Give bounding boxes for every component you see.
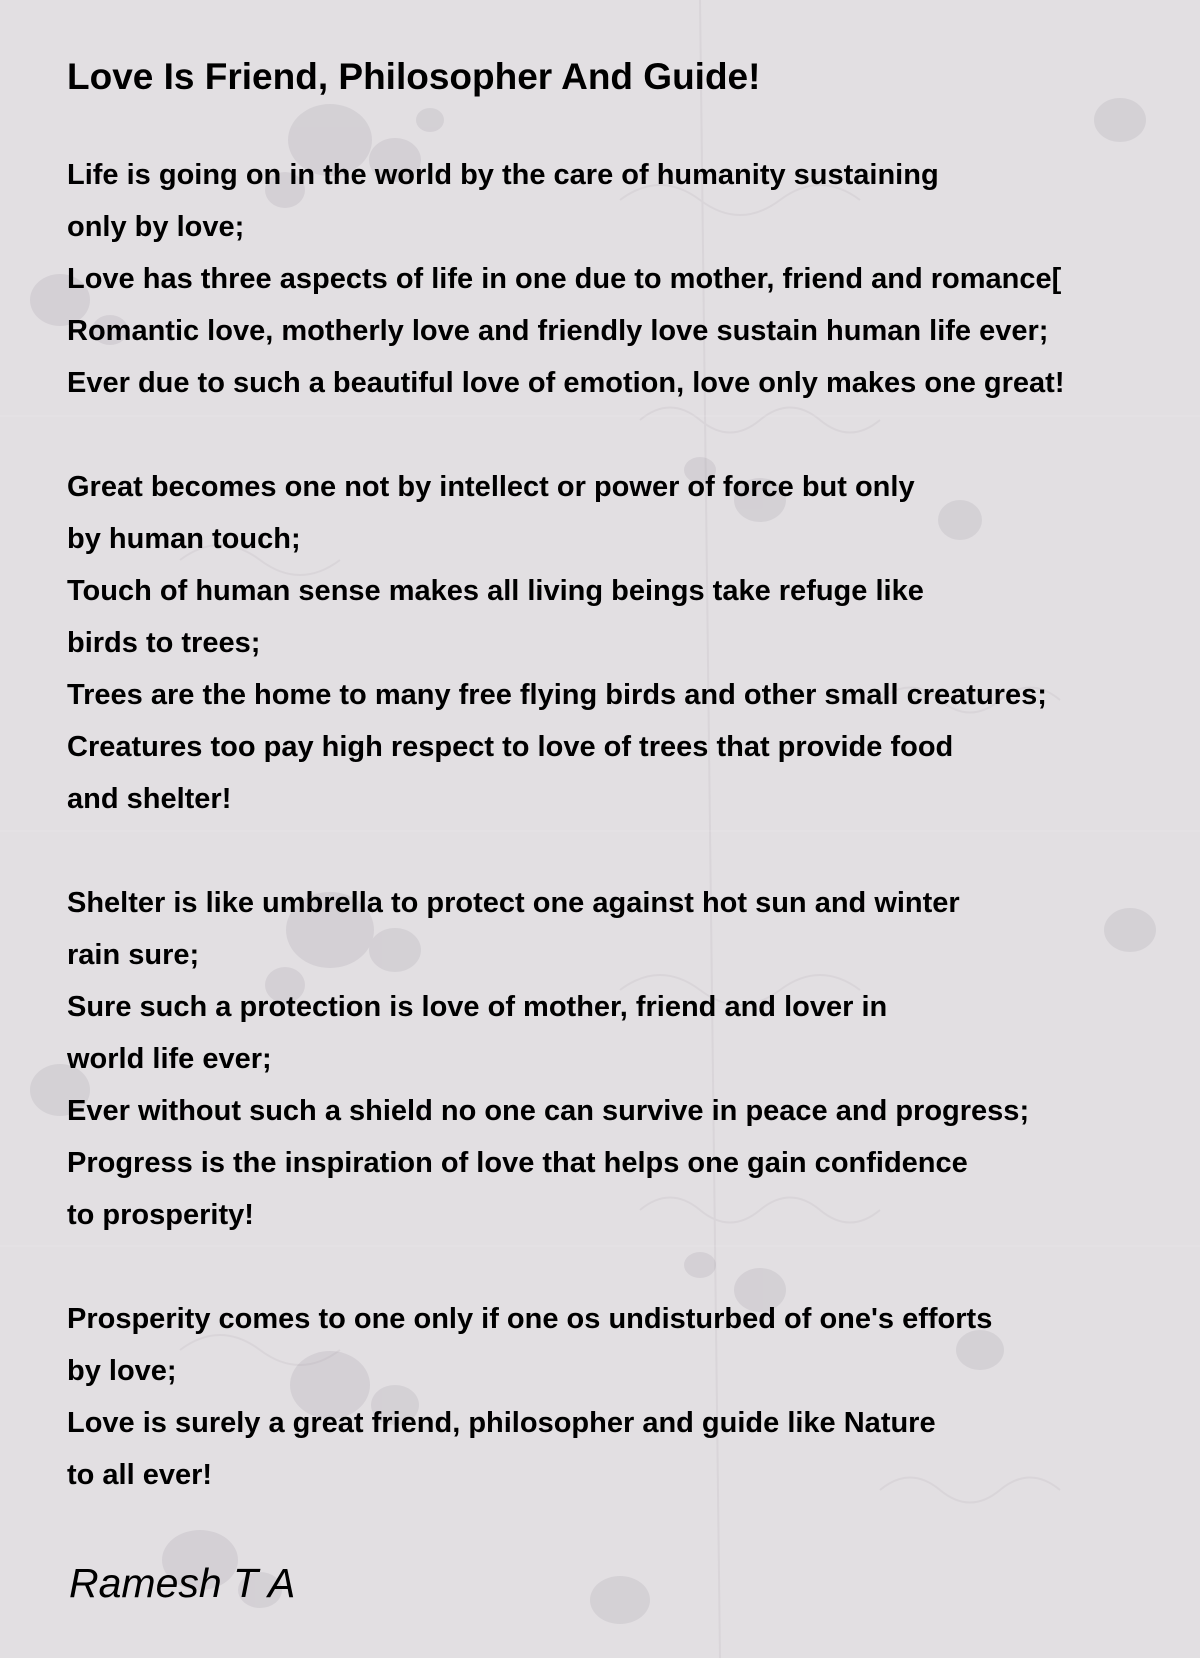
poem-line: Shelter is like umbrella to protect one against hot sun and winter <box>67 887 960 919</box>
poem-line: Romantic love, motherly love and friendly love sustain human life ever; <box>67 315 1049 347</box>
poem-line: only by love; <box>67 211 245 243</box>
poem-line: to prosperity! <box>67 1199 254 1231</box>
poem-line: and shelter! <box>67 783 232 815</box>
poem-line: world life ever; <box>67 1043 272 1075</box>
poem-line: Love has three aspects of life in one due to mother, friend and romance[ <box>67 263 1062 295</box>
stanza-4 <box>67 1293 1065 1501</box>
poem-line: Sure such a protection is love of mother, friend and lover in <box>67 991 888 1023</box>
stanza-3 <box>67 877 1065 1241</box>
poem-line: Prosperity comes to one only if one os undisturbed of one's efforts <box>67 1303 993 1335</box>
poem-line: Ever due to such a beautiful love of emotion, love only makes one great! <box>67 367 1065 399</box>
poem-body <box>67 149 1065 1553</box>
poem-author: Ramesh T A <box>69 1560 296 1606</box>
poem-line: Great becomes one not by intellect or power of force but only <box>67 471 915 503</box>
poem-line: Love is surely a great friend, philosopher and guide like Nature <box>67 1407 936 1439</box>
poem-line: birds to trees; <box>67 627 261 659</box>
poem-line: Progress is the inspiration of love that helps one gain confidence <box>67 1147 968 1179</box>
stanza-2 <box>67 461 1065 825</box>
poem-line: by human touch; <box>67 523 301 555</box>
poem-line: Ever without such a shield no one can survive in peace and progress; <box>67 1095 1030 1127</box>
poem-line: Touch of human sense makes all living beings take refuge like <box>67 575 924 607</box>
poem-line: by love; <box>67 1355 177 1387</box>
poem-line: Creatures too pay high respect to love of trees that provide food <box>67 731 954 763</box>
poem-line: to all ever! <box>67 1459 213 1491</box>
poem-line: rain sure; <box>67 939 200 971</box>
poem-line: Trees are the home to many free flying birds and other small creatures; <box>67 679 1047 711</box>
poem-title: Love Is Friend, Philosopher And Guide! <box>67 56 761 97</box>
stanza-1 <box>67 149 1065 409</box>
poem-line: Life is going on in the world by the care of humanity sustaining <box>67 159 939 191</box>
